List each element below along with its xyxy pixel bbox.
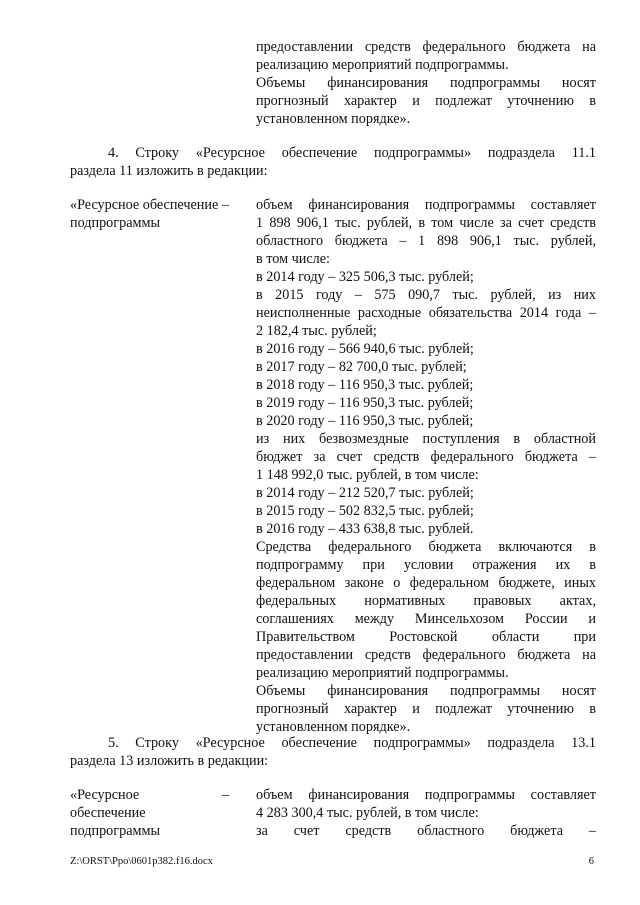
text-line: федеральном законе о федеральном бюджете, иных — [256, 575, 596, 591]
text-line: реализацию мероприятий подпрограммы. — [256, 57, 509, 73]
text-line: в том числе: — [256, 251, 330, 267]
text-line: из них безвозмездные поступления в областной — [256, 431, 596, 447]
text-line: установленном порядке». — [256, 719, 411, 735]
text-line: 1 148 992,0 тыс. рублей, в том числе: — [256, 467, 479, 483]
item5-heading — [70, 734, 596, 770]
item4-heading-line1: 4. Строку «Ресурсное обеспечение подпрограммы» подраздела 11.1 — [108, 145, 596, 161]
text-line: соглашениях между Минсельхозом России и — [256, 611, 596, 627]
item4-left-label — [70, 196, 250, 232]
text-line: Объемы финансирования подпрограммы носят — [256, 75, 596, 91]
resource-label-line1: «Ресурсное обеспечение – — [70, 197, 229, 213]
text-line: установленном порядке». — [256, 111, 411, 127]
item5-right-text — [256, 786, 596, 840]
text-line: в 2015 году – 575 090,7 тыс. рублей, из них — [256, 287, 596, 303]
text-line: Правительством Ростовской области при — [256, 629, 596, 645]
text-line: 2 182,4 тыс. рублей; — [256, 323, 377, 339]
item4-heading — [70, 144, 596, 180]
item5-dash: – — [222, 787, 230, 803]
page-number: 6 — [588, 856, 594, 867]
top-continuation-block — [256, 38, 596, 128]
text-line: в 2014 году – 212 520,7 тыс. рублей; — [256, 485, 474, 501]
text-line: предоставлении средств федерального бюджета на — [256, 39, 596, 55]
text-line: прогнозный характер и подлежат уточнению в — [256, 701, 596, 717]
text-line: объем финансирования подпрограммы составляет — [256, 787, 596, 803]
resource-label-line1: «Ресурсное — [70, 787, 140, 803]
resource-label-line3: подпрограммы — [70, 823, 160, 839]
text-line: реализацию мероприятий подпрограммы. — [256, 665, 509, 681]
text-line: Средства федерального бюджета включаются в — [256, 539, 596, 555]
resource-label-line2: подпрограммы — [70, 215, 160, 231]
text-line: Объемы финансирования подпрограммы носят — [256, 683, 596, 699]
text-line: федеральных нормативных правовых актах, — [256, 593, 596, 609]
item5-heading-line2: раздела 13 изложить в редакции: — [70, 753, 269, 769]
text-line: в 2017 году – 82 700,0 тыс. рублей; — [256, 359, 467, 375]
text-line: в 2020 году – 116 950,3 тыс. рублей; — [256, 413, 474, 429]
text-line: прогнозный характер и подлежат уточнению в — [256, 93, 596, 109]
item5-heading-line1: 5. Строку «Ресурсное обеспечение подпрограммы» подраздела 13.1 — [108, 735, 596, 751]
text-line: неисполненные расходные обязательства 2014 года – — [256, 305, 596, 321]
text-line: в 2018 году – 116 950,3 тыс. рублей; — [256, 377, 474, 393]
file-path: Z:\ORST\Ppo\0601p382.f16.docx — [70, 856, 213, 867]
text-line: подпрограмму при условии отражения их в — [256, 557, 596, 573]
text-line: объем финансирования подпрограммы составляет — [256, 197, 596, 213]
item4-heading-line2: раздела 11 изложить в редакции: — [70, 163, 268, 179]
text-line: в 2016 году – 433 638,8 тыс. рублей. — [256, 521, 474, 537]
text-line: в 2016 году – 566 940,6 тыс. рублей; — [256, 341, 474, 357]
text-line: за счет средств областного бюджета – — [256, 823, 596, 839]
resource-label-line2: обеспечение — [70, 805, 146, 821]
text-line: бюджет за счет средств федерального бюджета – — [256, 449, 596, 465]
text-line: областного бюджета – 1 898 906,1 тыс. рублей, — [256, 233, 596, 249]
text-line: в 2019 году – 116 950,3 тыс. рублей; — [256, 395, 474, 411]
item4-right-text — [256, 196, 596, 736]
text-line: 4 283 300,4 тыс. рублей, в том числе: — [256, 805, 479, 821]
text-line: 1 898 906,1 тыс. рублей, в том числе за счет средств — [256, 215, 596, 231]
text-line: предоставлении средств федерального бюджета на — [256, 647, 596, 663]
text-line: в 2015 году – 502 832,5 тыс. рублей; — [256, 503, 474, 519]
text-line: в 2014 году – 325 506,3 тыс. рублей; — [256, 269, 474, 285]
